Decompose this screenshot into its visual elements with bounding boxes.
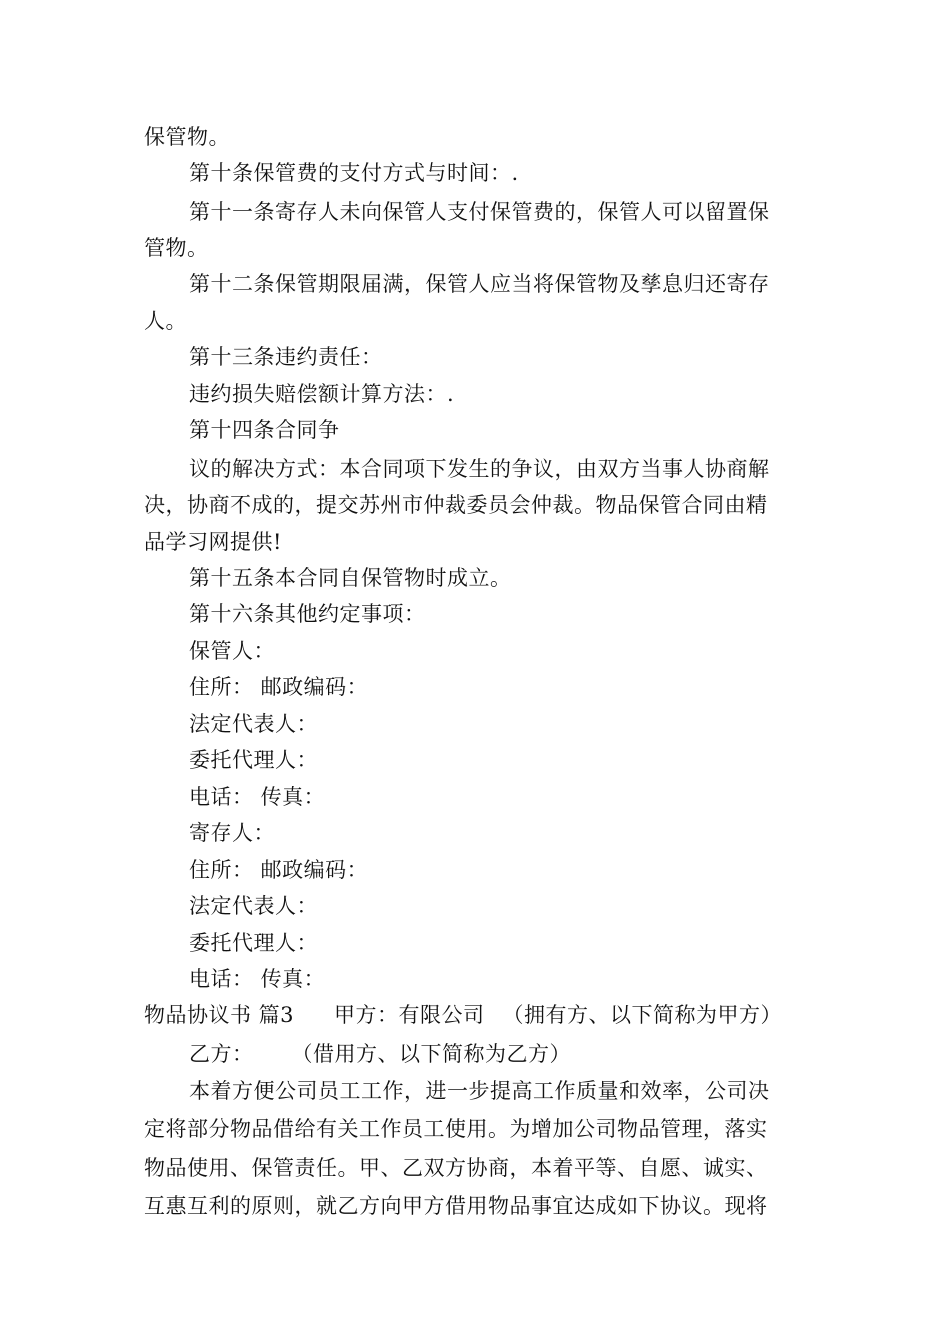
party-b-line bbox=[189, 1040, 814, 1068]
clause-16: 第十六条其他约定事项： bbox=[189, 602, 426, 626]
paragraph-line: 物品使用、保管责任。甲、乙双方协商，本着平等、自愿、诚实、 bbox=[144, 1156, 768, 1180]
party-b-note: （借用方、以下简称为乙方） bbox=[291, 1042, 571, 1066]
text-line: 违约损失赔偿额计算方法：. bbox=[189, 382, 455, 406]
phone-fax-line: 电话： 传真： bbox=[189, 785, 326, 809]
address-postcode-line: 住所： 邮政编码： bbox=[189, 675, 369, 699]
paragraph-line: 本着方便公司员工工作，进一步提高工作质量和效率，公司决 bbox=[189, 1079, 770, 1103]
text-line: 品学习网提供! bbox=[144, 530, 282, 554]
text-line: 议的解决方式：本合同项下发生的争议，由双方当事人协商解 bbox=[189, 457, 770, 481]
paragraph-line: 定将部分物品借给有关工作员工使用。为增加公司物品管理，落实 bbox=[144, 1117, 768, 1141]
legal-representative-line: 法定代表人： bbox=[189, 894, 318, 918]
address-postcode-line: 住所： 邮政编码： bbox=[189, 858, 369, 882]
phone-fax-line: 电话： 传真： bbox=[189, 967, 326, 991]
authorized-agent-line: 委托代理人： bbox=[189, 748, 318, 772]
text-line: 保管物。 bbox=[144, 125, 230, 149]
party-b: 乙方： bbox=[189, 1042, 254, 1066]
paragraph-line: 互惠互利的原则，就乙方向甲方借用物品事宜达成如下协议。现将 bbox=[144, 1194, 768, 1218]
clause-12: 第十二条保管期限届满，保管人应当将保管物及孳息归还寄存 bbox=[189, 272, 770, 296]
party-a: 甲方：有限公司 bbox=[334, 1003, 485, 1027]
legal-representative-line: 法定代表人： bbox=[189, 712, 318, 736]
clause-13: 第十三条违约责任： bbox=[189, 345, 383, 369]
section3-heading: 物品协议书 篇3 bbox=[144, 1003, 295, 1027]
clause-15: 第十五条本合同自保管物时成立。 bbox=[189, 566, 512, 590]
clause-11: 第十一条寄存人未向保管人支付保管费的，保管人可以留置保 bbox=[189, 200, 770, 224]
text-line: 决，协商不成的，提交苏州市仲裁委员会仲裁。物品保管合同由精 bbox=[144, 493, 768, 517]
custodian-label: 保管人： bbox=[189, 639, 275, 663]
text-line: 人。 bbox=[144, 309, 187, 333]
text-line: 管物。 bbox=[144, 236, 209, 260]
clause-10: 第十条保管费的支付方式与时间：. bbox=[189, 161, 519, 185]
party-a-note: （拥有方、以下简称为甲方） bbox=[502, 1003, 783, 1027]
section3-heading-line bbox=[144, 1001, 814, 1029]
authorized-agent-line: 委托代理人： bbox=[189, 931, 318, 955]
depositor-label: 寄存人： bbox=[189, 821, 275, 845]
clause-14: 第十四条合同争 bbox=[189, 418, 340, 442]
